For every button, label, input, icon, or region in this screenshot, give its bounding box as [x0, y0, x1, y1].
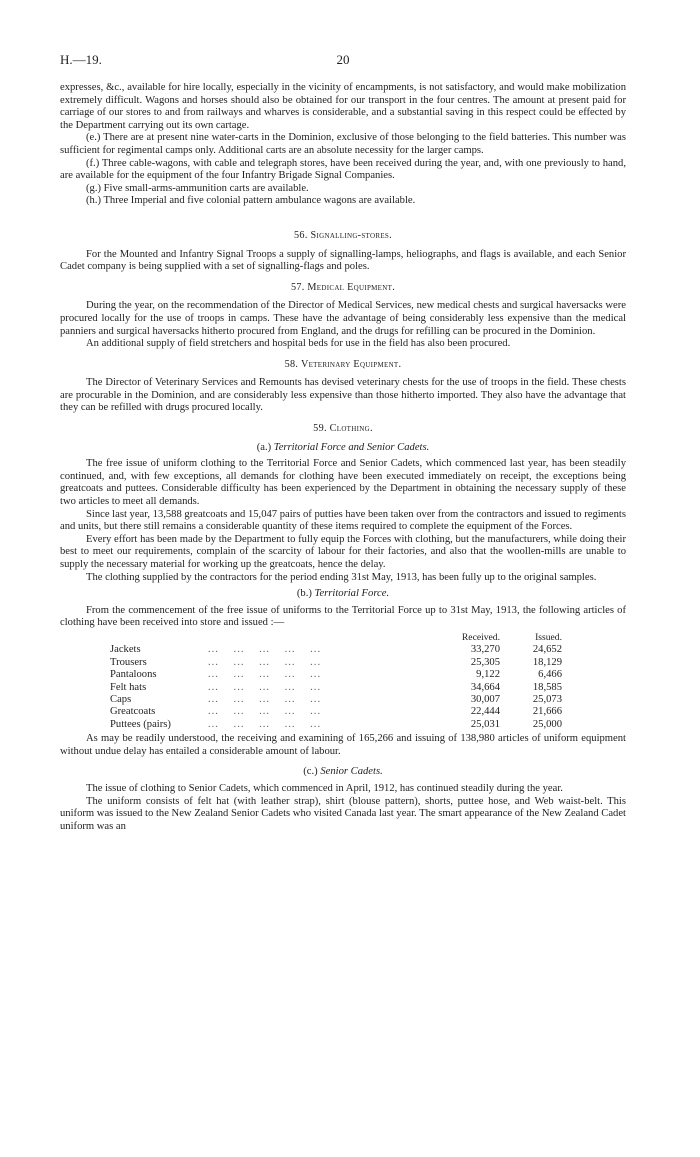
- column-header-received: Received.: [461, 631, 500, 643]
- column-header-issued: Issued.: [535, 631, 562, 643]
- issued-value: 21,666: [532, 706, 562, 718]
- table-row: [110, 694, 562, 706]
- subsection-title: Senior Cadets.: [320, 766, 383, 778]
- paragraph: The clothing supplied by the contractors for the period ending 31st May, 1913, has been fully up to the original samples.: [86, 571, 597, 583]
- subsection-title: Territorial Force.: [314, 588, 390, 600]
- item-name: Greatcoats: [110, 706, 156, 718]
- paragraph: (h.) Three Imperial and five colonial pattern ambulance wagons are available.: [86, 195, 416, 207]
- paragraph: (e.) There are at present nine water-carts in the Dominion, exclusive of those belonging to the field batteries. This number was sufficient for regimental camps only. Additional carts are an absolute necessity for the larger camps.: [60, 132, 626, 156]
- leader-dots: ... ... ... ... ...: [208, 644, 322, 656]
- section-heading-59: 59. Clothing.: [313, 423, 373, 435]
- subsection-heading-b: [60, 588, 626, 601]
- issued-value: 6,466: [538, 669, 562, 681]
- paragraph: The uniform consists of felt hat (with leather strap), shirt (blouse pattern), shorts, puttee hose, and Web waist-belt. This uniform was issued to the New Zealand Senior Cadets who visited Canada last year. The smart appearance of the New Zealand Cadet uniform was an: [60, 795, 626, 832]
- received-value: 33,270: [470, 644, 500, 656]
- intro-section: [60, 82, 626, 208]
- subsection-label: (c.): [303, 766, 318, 778]
- page-header: [60, 52, 626, 68]
- subsection-heading-a: [60, 442, 626, 455]
- section-heading-58: 58. Veterinary Equipment.: [284, 358, 402, 370]
- subsection-heading-c: [60, 766, 626, 779]
- item-name: Felt hats: [110, 681, 147, 693]
- paragraph: expresses, &c., available for hire locally, especially in the vicinity of encampments, is not satisfactory, and would make mobilization extremely difficult. Wagons and horses should also be obtained for our transport in the four centres. The amount at present paid for carriage of our stores to and from railways and wharves is considerable, and a substantial saving in this respect could be effected by the Department carrying out its own cartage.: [60, 82, 626, 131]
- leader-dots: ... ... ... ... ...: [208, 694, 322, 705]
- leader-dots: ... ... ... ... ...: [208, 669, 322, 681]
- paragraph: (g.) Five small-arms-ammunition carts are available.: [86, 182, 309, 194]
- paragraph: Since last year, 13,588 greatcoats and 15,047 pairs of putties have been taken over from the contractors and issued to regiments and units, but there still remains a considerable quantity of these items required to complete the equipment of the Forces.: [60, 508, 626, 533]
- issued-value: 25,000: [532, 718, 562, 730]
- issued-value: 24,652: [532, 644, 562, 656]
- section-heading-57: 57. Medical Equipment.: [290, 281, 396, 293]
- leader-dots: ... ... ... ... ...: [208, 656, 322, 668]
- received-value: 25,031: [470, 718, 500, 730]
- paragraph: The issue of clothing to Senior Cadets, which commenced in April, 1912, has continued steadily during the year.: [86, 783, 563, 794]
- page-body: [60, 82, 626, 833]
- table-row: [110, 657, 562, 669]
- received-value: 9,122: [476, 669, 500, 681]
- paragraph: Every effort has been made by the Department to fully equip the Forces with clothing, but the manufacturers, while doing their best to meet our requirements, complain of the scarcity of labour for their factories, and also that the woollen-mills are unable to supply the necessary material for working up the greatcoats, hence the delay.: [60, 533, 626, 570]
- subsection-label: (a.): [256, 441, 272, 453]
- paragraph: From the commencement of the free issue of uniforms to the Territorial Force up to 31st May, 1913, the following articles of clothing have been received into store and issued :—: [60, 604, 626, 629]
- paragraph: During the year, on the recommendation of the Director of Medical Services, new medical chests and surgical haversacks were procured locally for the use of troops in camps. These have the advantage of being considerably less expensive than the medical panniers and surgical haversacks hitherto procured from England, and the drugs for refilling can be procured in the Dominion.: [60, 300, 626, 337]
- table-row: [110, 669, 562, 681]
- item-name: Puttees (pairs): [110, 718, 171, 730]
- issued-value: 25,073: [532, 694, 562, 705]
- leader-dots: ... ... ... ... ...: [208, 718, 322, 730]
- table-row: [110, 719, 562, 731]
- issued-value: 18,585: [532, 681, 562, 693]
- document-reference: H.—19.: [60, 52, 102, 67]
- section-heading-56: 56. Signalling-stores.: [294, 229, 392, 241]
- issued-value: 18,129: [532, 656, 562, 668]
- table-row: [110, 644, 562, 656]
- received-value: 25,305: [470, 656, 500, 668]
- subsection-title: Territorial Force and Senior Cadets.: [273, 441, 430, 453]
- page-number: 20: [336, 52, 350, 67]
- received-value: 22,444: [470, 706, 500, 718]
- received-value: 30,007: [470, 694, 500, 705]
- paragraph: The Director of Veterinary Services and Remounts has devised veterinary chests for the use of troops in the field. These chests are procurable in the Dominion, and are considerably less expensive than those hitherto imported. They also have the advantage that they can be refilled with drugs procured locally.: [60, 377, 626, 414]
- table-row: [110, 706, 562, 718]
- paragraph: The free issue of uniform clothing to the Territorial Force and Senior Cadets, which commenced last year, has been steadily continued, and, with few exceptions, all demands for clothing have been executed immediately on receipt, the exceptions being greatcoats and puttees. Considerable difficulty has been experienced by the Department in obtaining the necessary supply of these two articles to meet all demands.: [60, 458, 626, 508]
- paragraph: (f.) Three cable-wagons, with cable and telegraph stores, have been received during the year, and, with one previously to hand, are available for the equipment of the four Infantry Brigade Signal Companies.: [60, 157, 626, 182]
- item-name: Trousers: [110, 656, 147, 668]
- subsection-label: (b.): [296, 588, 312, 600]
- clothing-table: [110, 632, 562, 731]
- item-name: Pantaloons: [110, 669, 157, 681]
- received-value: 34,664: [470, 681, 500, 693]
- paragraph: As may be readily understood, the receiving and examining of 165,266 and issuing of 138,980 articles of uniform equipment without undue delay has entailed a considerable amount of labour.: [60, 733, 626, 757]
- table-header-row: [110, 632, 562, 644]
- leader-dots: ... ... ... ... ...: [208, 706, 322, 718]
- table-row: [110, 682, 562, 694]
- leader-dots: ... ... ... ... ...: [208, 681, 322, 693]
- paragraph: An additional supply of field stretchers and hospital beds for use in the field has also been procured.: [86, 338, 511, 350]
- item-name: Jackets: [110, 644, 141, 656]
- paragraph: For the Mounted and Infantry Signal Troops a supply of signalling-lamps, heliographs, and flags is available, and each Senior Cadet company is being supplied with a set of signalling-flags and poles.: [60, 248, 626, 273]
- item-name: Caps: [110, 694, 132, 705]
